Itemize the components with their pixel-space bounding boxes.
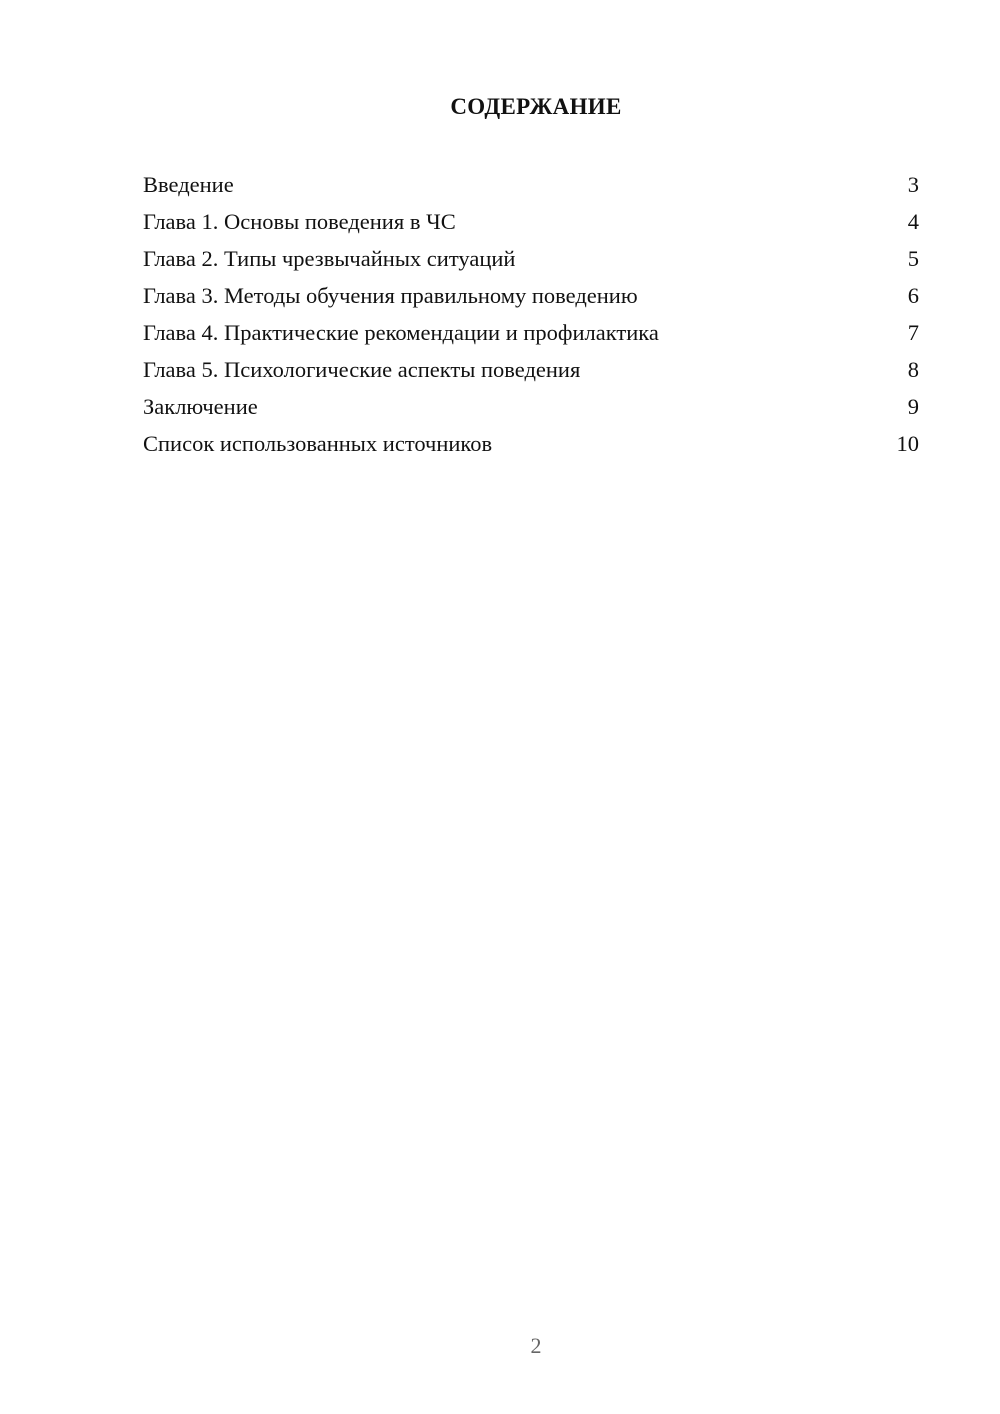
- toc-item-page: 8: [907, 357, 919, 382]
- toc-item-page: 3: [907, 172, 919, 197]
- toc-item-page: 9: [907, 394, 919, 419]
- toc-item-label: Глава 3. Методы обучения правильному поведению: [143, 283, 638, 308]
- toc-item-chapter-4: [143, 314, 919, 351]
- toc-item-references: [143, 425, 919, 462]
- toc-item-chapter-1: [143, 203, 919, 240]
- toc-item-chapter-3: [143, 277, 919, 314]
- toc-item-page: 5: [907, 246, 919, 271]
- toc-title: СОДЕРЖАНИЕ: [450, 94, 622, 119]
- toc-item-label: Список использованных источников: [143, 431, 493, 456]
- toc-item-label: Глава 5. Психологические аспекты поведения: [143, 357, 581, 382]
- toc-item-label: Глава 1. Основы поведения в ЧС: [143, 209, 456, 234]
- toc-item-label: Глава 4. Практические рекомендации и профилактика: [143, 320, 659, 345]
- toc-item-chapter-5: [143, 351, 919, 388]
- page-number: 2: [530, 1333, 542, 1358]
- toc-item-conclusion: [143, 388, 919, 425]
- toc-item-page: 7: [907, 320, 919, 345]
- toc-item-introduction: [143, 166, 919, 203]
- toc-item-label: Глава 2. Типы чрезвычайных ситуаций: [143, 246, 516, 271]
- toc-item-page: 6: [907, 283, 919, 308]
- toc-item-label: Введение: [143, 172, 234, 197]
- toc-item-page: 4: [907, 209, 919, 234]
- toc-item-label: Заключение: [143, 394, 258, 419]
- toc-item-chapter-2: [143, 240, 919, 277]
- toc-list: [143, 166, 919, 462]
- toc-item-page: 10: [896, 431, 919, 456]
